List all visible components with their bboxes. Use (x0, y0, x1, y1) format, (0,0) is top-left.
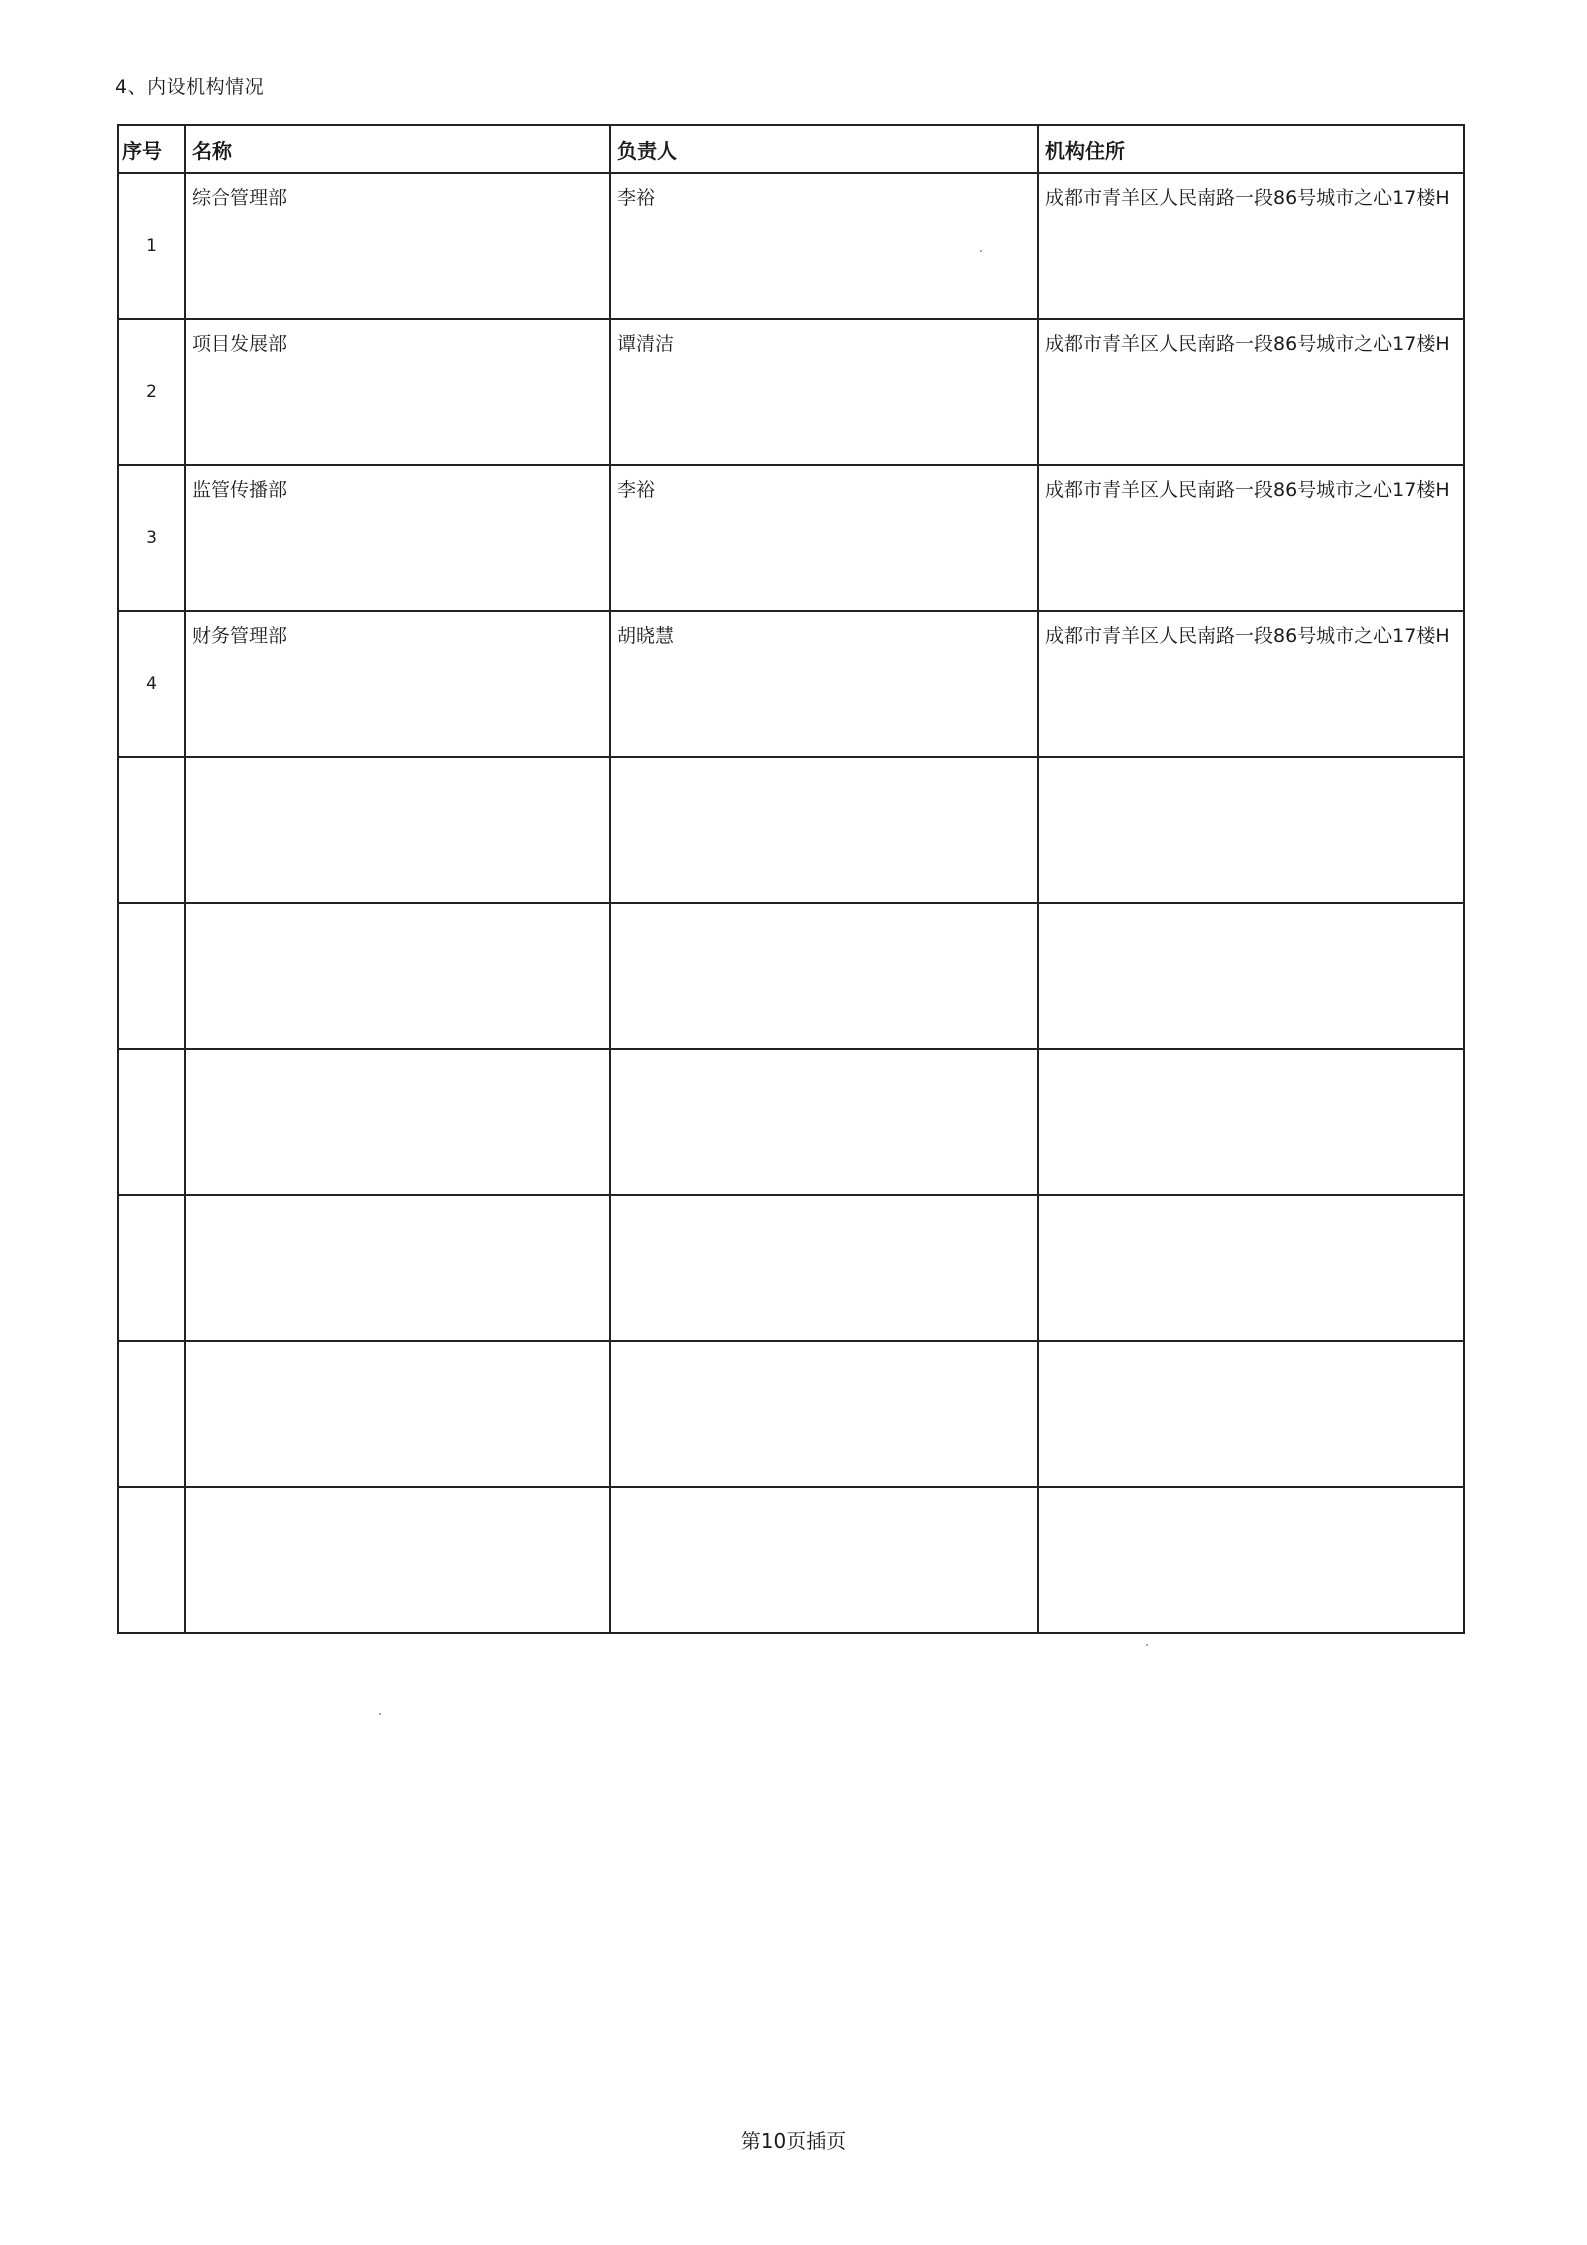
row-leader (611, 1050, 1037, 1058)
header-name: 名称 (185, 125, 610, 173)
row-leader-cell (610, 1341, 1038, 1487)
row-name (186, 904, 609, 912)
table-row (118, 173, 1464, 319)
table-row (118, 611, 1464, 757)
table-header-row (118, 125, 1464, 173)
row-name-cell (185, 611, 610, 757)
row-seq: 2 (118, 319, 185, 465)
row-leader: 李裕 (617, 479, 656, 501)
row-leader-cell (610, 757, 1038, 903)
row-name (186, 1488, 609, 1496)
row-address (1039, 758, 1463, 766)
row-leader (611, 1196, 1037, 1204)
row-name-cell (185, 1487, 610, 1633)
row-name: 财务管理部 (192, 625, 288, 647)
scan-speck (379, 1713, 381, 1715)
row-seq: 1 (118, 173, 185, 319)
row-address-cell (1038, 1049, 1464, 1195)
row-leader-cell (610, 319, 1038, 465)
row-name: 监管传播部 (192, 479, 288, 501)
row-name-cell (185, 1195, 610, 1341)
section-title: 4、内设机构情况 (115, 76, 265, 98)
row-address-cell (1038, 1341, 1464, 1487)
row-name-cell (185, 903, 610, 1049)
row-seq: 3 (118, 465, 185, 611)
row-address: 成都市青羊区人民南路一段86号城市之心17楼H (1045, 625, 1450, 647)
header-address: 机构住所 (1038, 125, 1464, 173)
row-name-cell (185, 465, 610, 611)
row-seq (118, 1341, 185, 1487)
row-leader-cell (610, 1195, 1038, 1341)
row-address: 成都市青羊区人民南路一段86号城市之心17楼H (1045, 187, 1450, 209)
row-seq (118, 1487, 185, 1633)
row-address (1039, 1050, 1463, 1058)
row-address (1039, 1488, 1463, 1496)
row-name-cell (185, 757, 610, 903)
row-leader-cell (610, 173, 1038, 319)
scan-speck (980, 250, 982, 252)
row-address-cell (1038, 319, 1464, 465)
row-address-cell (1038, 1487, 1464, 1633)
row-address: 成都市青羊区人民南路一段86号城市之心17楼H (1045, 333, 1450, 355)
page-footer: 第10页插页 (740, 2129, 847, 2153)
internal-organizations-table (117, 124, 1465, 1634)
row-name-cell (185, 1341, 610, 1487)
row-leader-cell (610, 465, 1038, 611)
table-row-empty (118, 1487, 1464, 1633)
row-name (186, 758, 609, 766)
row-seq (118, 1049, 185, 1195)
row-leader (611, 1488, 1037, 1496)
table-row-empty (118, 757, 1464, 903)
row-name (186, 1196, 609, 1204)
row-address-cell (1038, 757, 1464, 903)
row-leader: 胡晓慧 (617, 625, 675, 647)
row-leader-cell (610, 1049, 1038, 1195)
header-seq: 序号 (118, 125, 185, 173)
row-leader-cell (610, 903, 1038, 1049)
scan-speck (1146, 1644, 1148, 1646)
row-seq (118, 903, 185, 1049)
row-address-cell (1038, 173, 1464, 319)
row-address-cell (1038, 903, 1464, 1049)
row-leader-cell (610, 1487, 1038, 1633)
row-seq (118, 757, 185, 903)
row-leader (611, 758, 1037, 766)
row-address-cell (1038, 1195, 1464, 1341)
row-address: 成都市青羊区人民南路一段86号城市之心17楼H (1045, 479, 1450, 501)
row-leader: 谭清洁 (617, 333, 675, 355)
table-row-empty (118, 1195, 1464, 1341)
row-name (186, 1050, 609, 1058)
row-leader: 李裕 (617, 187, 656, 209)
table-row-empty (118, 1049, 1464, 1195)
table-row (118, 319, 1464, 465)
row-seq: 4 (118, 611, 185, 757)
row-leader (611, 1342, 1037, 1350)
row-name-cell (185, 319, 610, 465)
header-leader: 负责人 (610, 125, 1038, 173)
row-name: 综合管理部 (192, 187, 288, 209)
row-address (1039, 1196, 1463, 1204)
row-name-cell (185, 1049, 610, 1195)
row-seq (118, 1195, 185, 1341)
row-address (1039, 1342, 1463, 1350)
row-name: 项目发展部 (192, 333, 288, 355)
row-leader (611, 904, 1037, 912)
row-name (186, 1342, 609, 1350)
row-address (1039, 904, 1463, 912)
table-row (118, 465, 1464, 611)
table-row-empty (118, 1341, 1464, 1487)
row-address-cell (1038, 611, 1464, 757)
table-row-empty (118, 903, 1464, 1049)
row-leader-cell (610, 611, 1038, 757)
row-name-cell (185, 173, 610, 319)
row-address-cell (1038, 465, 1464, 611)
